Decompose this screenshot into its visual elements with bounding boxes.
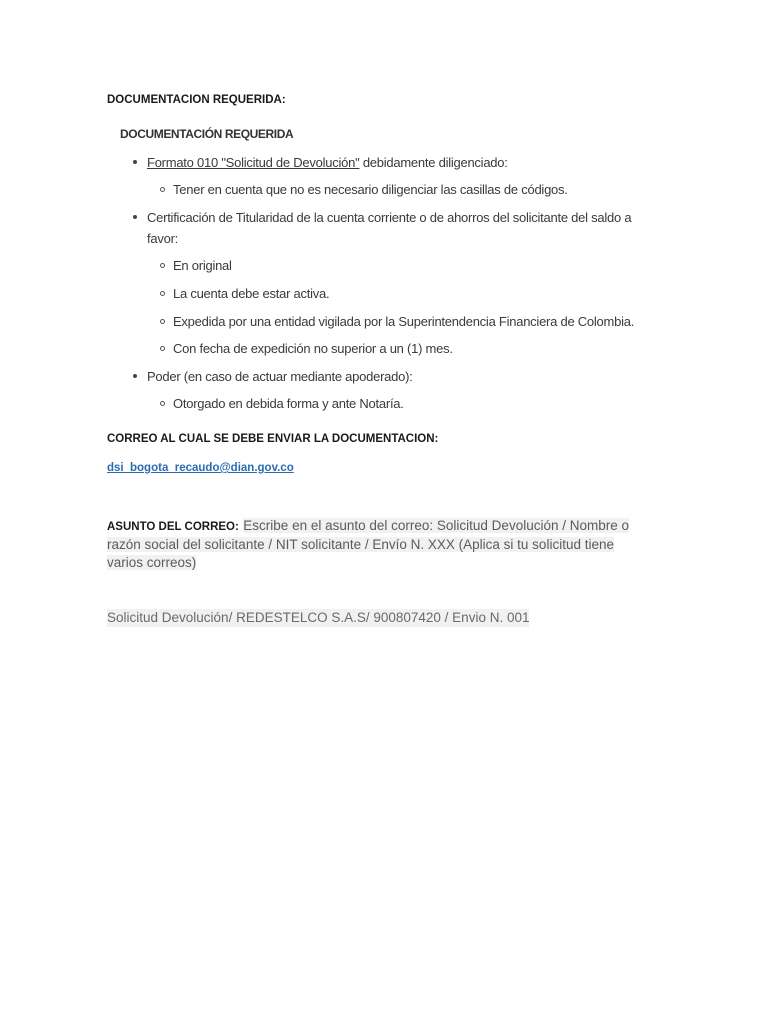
requirement-subitem: La cuenta debe estar activa. xyxy=(147,283,652,304)
requirements-list xyxy=(120,152,652,415)
requirement-subitem: Expedida por una entidad vigilada por la Superintendencia Financiera de Colombia. xyxy=(147,311,652,332)
subject-instructions: Escribe en el asunto del correo: Solicitud Devolución / Nombre o razón social del solicitante / NIT solicitante / Envío N. XXX (Aplica si tu solicitud tiene varios correos) xyxy=(107,518,629,570)
requirement-text: Poder (en caso de actuar mediante apoderado): xyxy=(147,368,413,384)
requirement-sublist xyxy=(147,255,652,359)
requirements-section xyxy=(120,124,652,414)
requirement-item-formato-010 xyxy=(120,152,652,201)
requirement-item-certificacion xyxy=(120,207,652,359)
requirement-subitem: Otorgado en debida forma y ante Notaría. xyxy=(147,393,652,414)
requirement-subitem: Tener en cuenta que no es necesario diligenciar las casillas de códigos. xyxy=(147,179,652,200)
page-title: DOCUMENTACION REQUERIDA: xyxy=(107,94,286,106)
email-heading: CORREO AL CUAL SE DEBE ENVIAR LA DOCUMENTACION: xyxy=(107,433,439,445)
requirement-subitem: En original xyxy=(147,255,652,276)
requirement-item-poder xyxy=(120,366,652,415)
requirement-text: debidamente diligenciado: xyxy=(362,154,508,170)
subject-label: ASUNTO DEL CORREO: xyxy=(107,521,239,533)
formato-010-link[interactable]: Formato 010 "Solicitud de Devolución" xyxy=(147,154,360,170)
subject-paragraph xyxy=(107,517,642,572)
requirement-text: Certificación de Titularidad de la cuenta corriente o de ahorros del solicitante del saldo a favor: xyxy=(147,209,632,246)
requirement-sublist xyxy=(147,393,652,414)
requirement-subitem: Con fecha de expedición no superior a un (1) mes. xyxy=(147,338,652,359)
section-heading: DOCUMENTACIÓN REQUERIDA xyxy=(120,127,294,141)
subject-example: Solicitud Devolución/ REDESTELCO S.A.S/ 900807420 / Envio N. 001 xyxy=(107,610,530,625)
email-link[interactable]: dsi_bogota_recaudo@dian.gov.co xyxy=(107,462,294,474)
requirement-sublist xyxy=(147,179,652,200)
